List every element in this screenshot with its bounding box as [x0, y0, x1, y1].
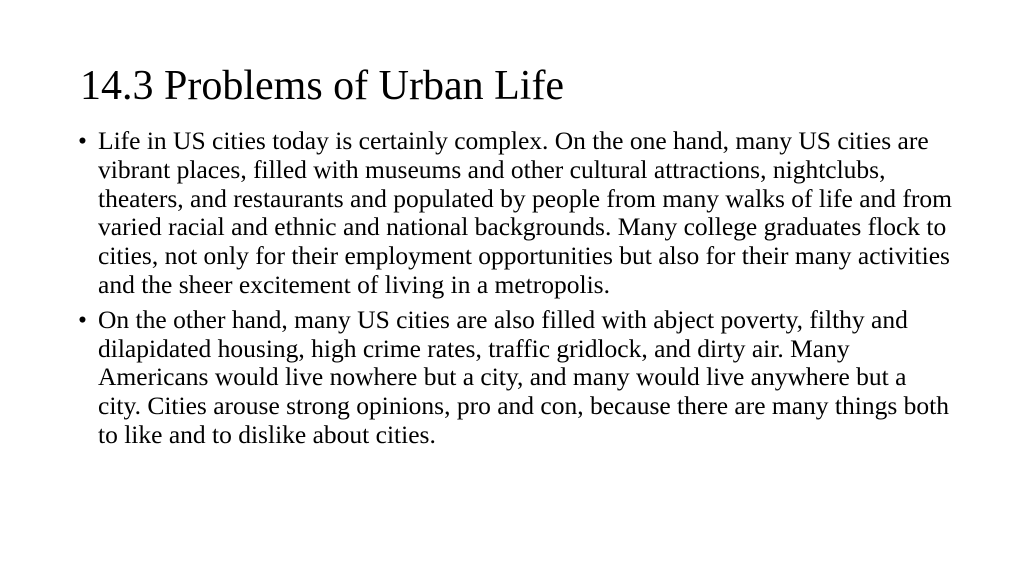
- bullet-icon: •: [78, 126, 87, 155]
- bullet-item: [74, 127, 954, 300]
- bullet-text: Life in US cities today is certainly complex. On the one hand, many US cities are vibrant places, filled with museums and other cultural attractions, nightclubs, theaters, and restaurants and populated by people from many walks of life and from varied racial and ethnic and national backgrounds. Many college graduates flock to cities, not only for their employment opportunities but also for their many activities and the sheer excitement of living in a metropolis.: [98, 126, 952, 299]
- bullet-icon: •: [78, 304, 87, 334]
- bullet-item: [74, 306, 954, 450]
- bullet-text: On the other hand, many US cities are also filled with abject poverty, filthy and dilapidated housing, high crime rates, traffic gridlock, and dirty air. Many Americans would live nowhere but a city, and many would live anywhere but a city. Cities arouse strong opinions, pro and con, because there are many things both to like and to dislike about cities.: [98, 304, 949, 449]
- bullet-list: [74, 127, 954, 456]
- slide-title: 14.3 Problems of Urban Life: [80, 63, 565, 109]
